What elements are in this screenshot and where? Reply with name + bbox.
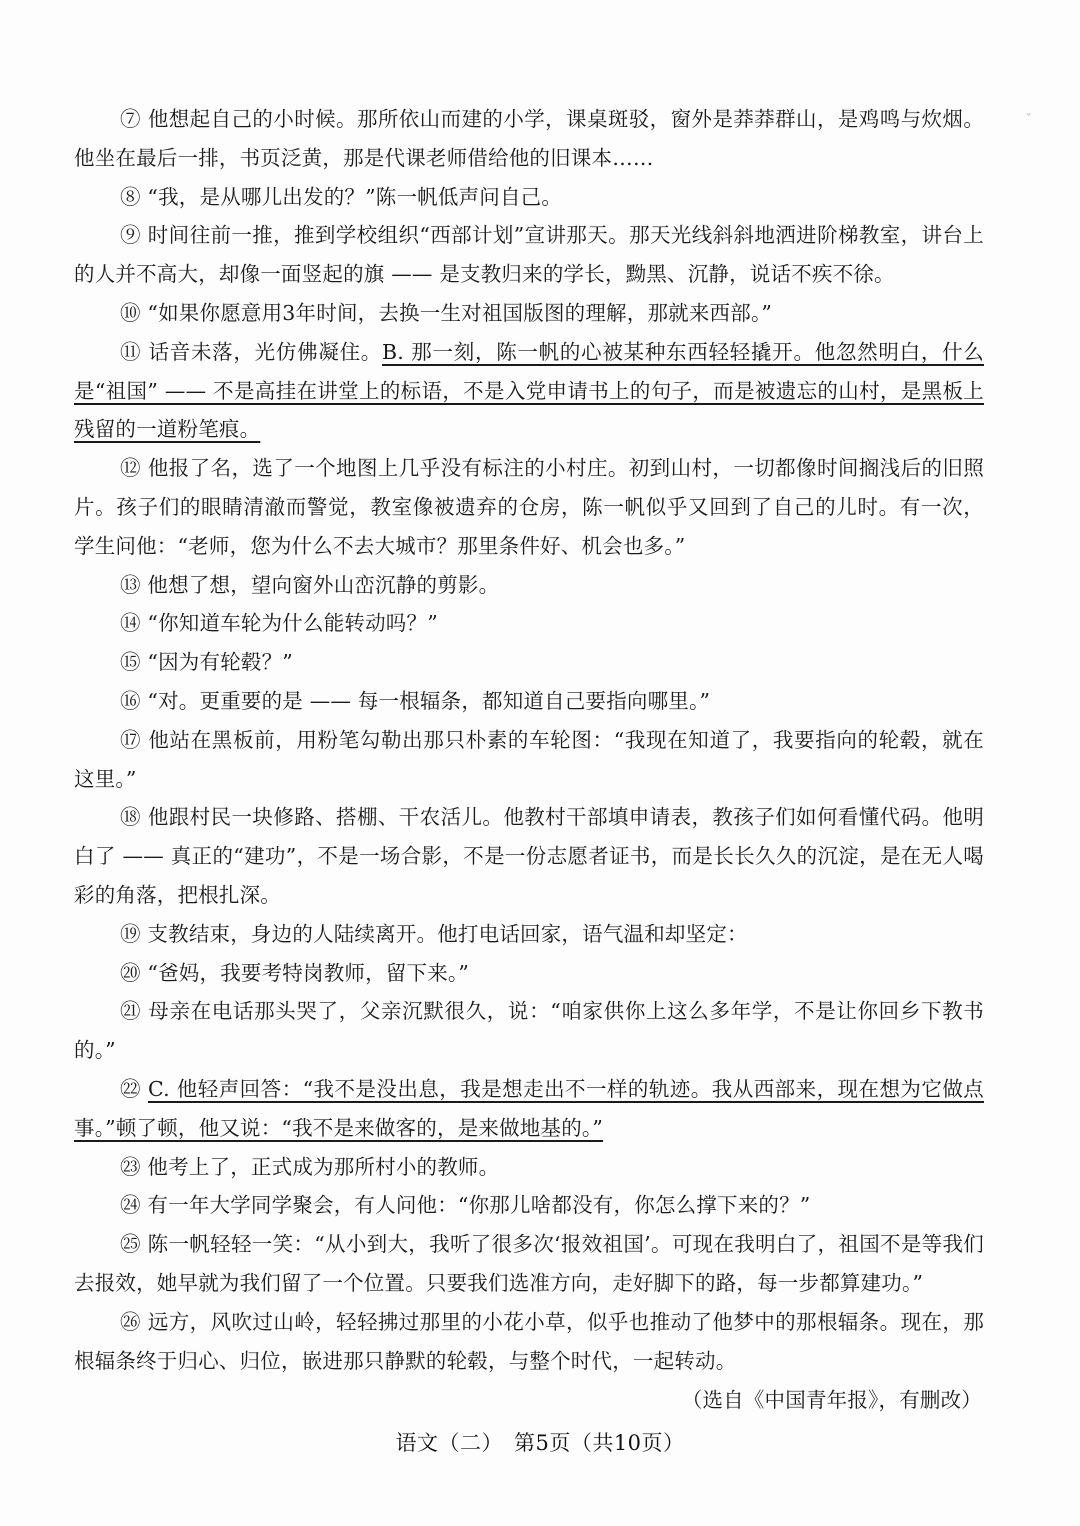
paragraph [74, 333, 984, 449]
paragraph-text: “我，是从哪儿出发的？”陈一帆低声问自己。 [147, 184, 563, 209]
reading-passage [74, 100, 984, 1420]
paragraph-text: 远方，风吹过山岭，轻轻拂过那里的小花小草，似乎也推动了他梦中的那根辐条。现在，那根辐条终于归心、归位，嵌进那只静默的轮毂，与整个时代，一起转动。 [74, 1309, 985, 1373]
paragraph-text: “如果你愿意用3年时间，去换一生对祖国版图的理解，那就来西部。” [147, 300, 773, 325]
paragraph [74, 798, 984, 914]
paragraph [74, 992, 984, 1070]
source-citation: （选自《中国青年报》，有删改） [681, 1388, 982, 1413]
paragraph [74, 178, 984, 217]
paragraph-number: ⑯ [120, 688, 141, 713]
paragraph [74, 954, 984, 993]
paragraph-text: 时间往前一推，推到学校组织“西部计划”宣讲那天。那天光线斜斜地洒进阶梯教室，讲台上的人并不高大，却像一面竖起的旗 —— 是支教归来的学长，黝黑、沉静，说话不疾不徐。 [74, 223, 984, 287]
paragraph-number: ㉕ [120, 1232, 141, 1257]
paragraph-number: ⑰ [120, 727, 142, 752]
paragraph-text: 陈一帆轻轻一笑：“从小到大，我听了很多次‘报效祖国’。可现在我明白了，祖国不是等我们去报效，她早就为我们留了一个位置。只要我们选准方向，走好脚下的路，每一步都算建功。” [74, 1232, 984, 1295]
paragraph-number: ㉖ [120, 1309, 141, 1334]
paragraph-number: ㉔ [120, 1193, 141, 1218]
paragraph [74, 566, 984, 605]
paragraph-number: ㉒ [120, 1076, 141, 1101]
paragraph [74, 1148, 984, 1187]
paragraph-text: “爸妈，我要考特岗教师，留下来。” [147, 960, 470, 985]
paragraph-number: ⑧ [120, 184, 141, 209]
paragraph-text: 有一年大学同学聚会，有人问他：“你那儿啥都没有，你怎么撑下来的？” [147, 1193, 811, 1218]
paragraph [74, 1070, 984, 1148]
paragraph-text: “对。更重要的是 —— 每一根辐条，都知道自己要指向哪里。” [147, 688, 711, 713]
paragraph [74, 721, 984, 799]
paragraph [74, 604, 984, 643]
paragraph-text: 他想了想，望向窗外山峦沉静的剪影。 [147, 572, 500, 597]
paragraph [74, 449, 984, 565]
paragraph-number: ㉓ [120, 1154, 141, 1179]
paragraph [74, 1303, 984, 1381]
paragraph-number: ⑮ [120, 650, 141, 675]
paragraph-number: ㉑ [120, 999, 142, 1024]
paragraph-text: 他想起自己的小时候。那所依山而建的小学，课桌斑驳，窗外是莽莽群山，是鸡鸣与炊烟。他坐在最后一排，书页泛黄，那是代课老师借给他的旧课本…… [74, 107, 985, 170]
paragraph-text: “你知道车轮为什么能转动吗？” [147, 611, 438, 636]
paragraph-text: 他考上了，正式成为那所村小的教师。 [147, 1154, 500, 1179]
paragraph-text: 支教结束，身边的人陆续离开。他打电话回家，语气温和却坚定： [147, 921, 748, 946]
underlined-sentence: B. 那一刻，陈一帆的心被某种东西轻轻撬开。他忽然明白，什么是“祖国” —— 不是高挂在讲堂上的标语，不是入党申请书上的句子，而是被遗忘的山村，是黑板上残留的一道粉笔痕。 [74, 339, 984, 442]
paragraph-number: ⑫ [120, 456, 141, 481]
paragraph-number: ⑱ [120, 805, 141, 830]
underlined-sentence: C. 他轻声回答：“我不是没出息，我是想走出不一样的轨迹。我从西部来，现在想为它做点事。”顿了顿，他又说：“我不是来做客的，是来做地基的。” [74, 1076, 984, 1140]
paragraph-number: ⑦ [120, 107, 141, 131]
paragraph-text: 他报了名，选了一个地图上几乎没有标注的小村庄。初到山村，一切都像时间搁浅后的旧照片。孩子们的眼睛清澈而警觉，教室像被遗弃的仓房，陈一帆似乎又回到了自己的儿时。有一次，学生问他：“老师，您为什么不去大城市？那里条件好、机会也多。” [74, 456, 985, 558]
paragraph [74, 1186, 984, 1225]
paragraph-number: ⑪ [120, 339, 142, 364]
paragraph [74, 682, 984, 721]
paragraph-text: 母亲在电话那头哭了，父亲沉默很久，说：“咱家供你上这么多年学，不是让你回乡下教书的。” [74, 999, 984, 1063]
paragraph-text: 话音未落，光仿佛凝住。 [148, 339, 383, 364]
paragraph-number: ⑲ [120, 921, 141, 946]
paragraph [74, 294, 984, 333]
paragraph-number: ⑩ [120, 300, 141, 325]
paragraph [74, 1225, 984, 1303]
paragraph [74, 915, 984, 954]
paragraph-number: ⑭ [120, 611, 141, 636]
paragraph [74, 643, 984, 682]
paragraph [74, 100, 984, 178]
paragraph-number: ⑳ [120, 960, 141, 985]
paragraph [74, 216, 984, 294]
paragraph-text: 他站在黑板前，用粉笔勾勒出那只朴素的车轮图：“我现在知道了，我要指向的轮毂，就在这里。” [74, 727, 984, 791]
scan-edge-mark: ˇ [1025, 112, 1032, 128]
paragraph-number: ⑨ [120, 223, 141, 248]
paragraph-text: “因为有轮毂？” [147, 650, 293, 675]
paragraph-text: 他跟村民一块修路、搭棚、干农活儿。他教村干部填申请表，教孩子们如何看懂代码。他明白了 —— 真正的“建功”，不是一场合影，不是一份志愿者证书，而是长长久久的沉淀，是在无人喝彩的角落，把根扎深。 [74, 805, 985, 907]
page-footer: 语文（二） 第5页（共10页） [395, 1431, 685, 1455]
paragraph-number: ⑬ [120, 572, 141, 597]
